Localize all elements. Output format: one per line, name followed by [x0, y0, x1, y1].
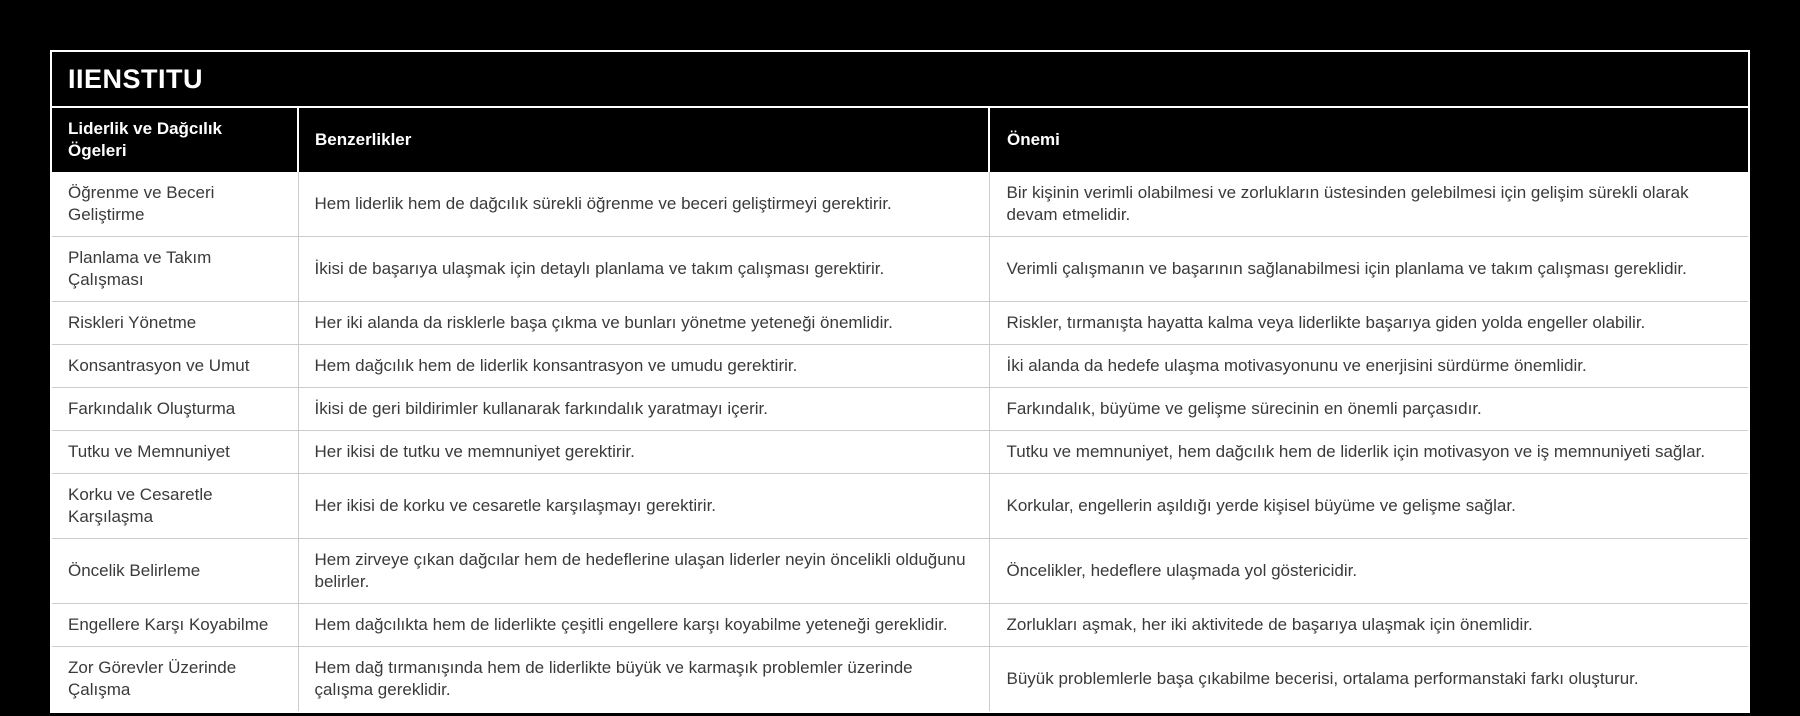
cell-benzerlik: İkisi de geri bildirimler kullanarak farkındalık yaratmayı içerir. [298, 388, 989, 431]
cell-benzerlik: Her ikisi de korku ve cesaretle karşılaşmayı gerektirir. [298, 474, 989, 539]
cell-oge: Korku ve Cesaretle Karşılaşma [52, 474, 298, 539]
cell-benzerlik: Her iki alanda da risklerle başa çıkma ve bunları yönetme yeteneği önemlidir. [298, 302, 989, 345]
column-header-onemi: Önemi [989, 108, 1748, 172]
cell-benzerlik: İkisi de başarıya ulaşmak için detaylı planlama ve takım çalışması gerektirir. [298, 237, 989, 302]
cell-oge: Zor Görevler Üzerinde Çalışma [52, 647, 298, 712]
brand-title: IIENSTITU [52, 52, 1748, 108]
comparison-table-card [50, 50, 1750, 713]
comparison-table [52, 108, 1748, 711]
cell-oge: Planlama ve Takım Çalışması [52, 237, 298, 302]
cell-oge: Konsantrasyon ve Umut [52, 345, 298, 388]
header-row [52, 108, 1748, 172]
cell-onem: Bir kişinin verimli olabilmesi ve zorlukların üstesinden gelebilmesi için gelişim sürekli olarak devam etmelidir. [989, 172, 1748, 237]
cell-oge: Tutku ve Memnuniyet [52, 431, 298, 474]
cell-onem: Verimli çalışmanın ve başarının sağlanabilmesi için planlama ve takım çalışması gereklidir. [989, 237, 1748, 302]
cell-benzerlik: Hem dağcılıkta hem de liderlikte çeşitli engellere karşı koyabilme yeteneği gereklidir. [298, 604, 989, 647]
cell-benzerlik: Hem dağcılık hem de liderlik konsantrasyon ve umudu gerektirir. [298, 345, 989, 388]
table-row [52, 604, 1748, 647]
column-header-ogeleri: Liderlik ve Dağcılık Ögeleri [52, 108, 298, 172]
table-row [52, 302, 1748, 345]
cell-oge: Riskleri Yönetme [52, 302, 298, 345]
cell-benzerlik: Her ikisi de tutku ve memnuniyet gerektirir. [298, 431, 989, 474]
cell-onem: Öncelikler, hedeflere ulaşmada yol göstericidir. [989, 539, 1748, 604]
cell-oge: Öncelik Belirleme [52, 539, 298, 604]
table-row [52, 237, 1748, 302]
cell-benzerlik: Hem dağ tırmanışında hem de liderlikte büyük ve karmaşık problemler üzerinde çalışma gereklidir. [298, 647, 989, 712]
table-row [52, 539, 1748, 604]
table-row [52, 474, 1748, 539]
cell-oge: Farkındalık Oluşturma [52, 388, 298, 431]
cell-onem: İki alanda da hedefe ulaşma motivasyonunu ve enerjisini sürdürme önemlidir. [989, 345, 1748, 388]
cell-oge: Öğrenme ve Beceri Geliştirme [52, 172, 298, 237]
column-header-benzerlikler: Benzerlikler [298, 108, 989, 172]
cell-oge: Engellere Karşı Koyabilme [52, 604, 298, 647]
table-row [52, 388, 1748, 431]
table-row [52, 172, 1748, 237]
table-row [52, 647, 1748, 712]
cell-benzerlik: Hem zirveye çıkan dağcılar hem de hedeflerine ulaşan liderler neyin öncelikli olduğunu belirler. [298, 539, 989, 604]
cell-onem: Korkular, engellerin aşıldığı yerde kişisel büyüme ve gelişme sağlar. [989, 474, 1748, 539]
cell-benzerlik: Hem liderlik hem de dağcılık sürekli öğrenme ve beceri geliştirmeyi gerektirir. [298, 172, 989, 237]
cell-onem: Zorlukları aşmak, her iki aktivitede de başarıya ulaşmak için önemlidir. [989, 604, 1748, 647]
cell-onem: Büyük problemlerle başa çıkabilme becerisi, ortalama performanstaki farkı oluşturur. [989, 647, 1748, 712]
table-row [52, 345, 1748, 388]
cell-onem: Riskler, tırmanışta hayatta kalma veya liderlikte başarıya giden yolda engeller olabilir. [989, 302, 1748, 345]
cell-onem: Tutku ve memnuniyet, hem dağcılık hem de liderlik için motivasyon ve iş memnuniyeti sağlar. [989, 431, 1748, 474]
cell-onem: Farkındalık, büyüme ve gelişme sürecinin en önemli parçasıdır. [989, 388, 1748, 431]
table-row [52, 431, 1748, 474]
